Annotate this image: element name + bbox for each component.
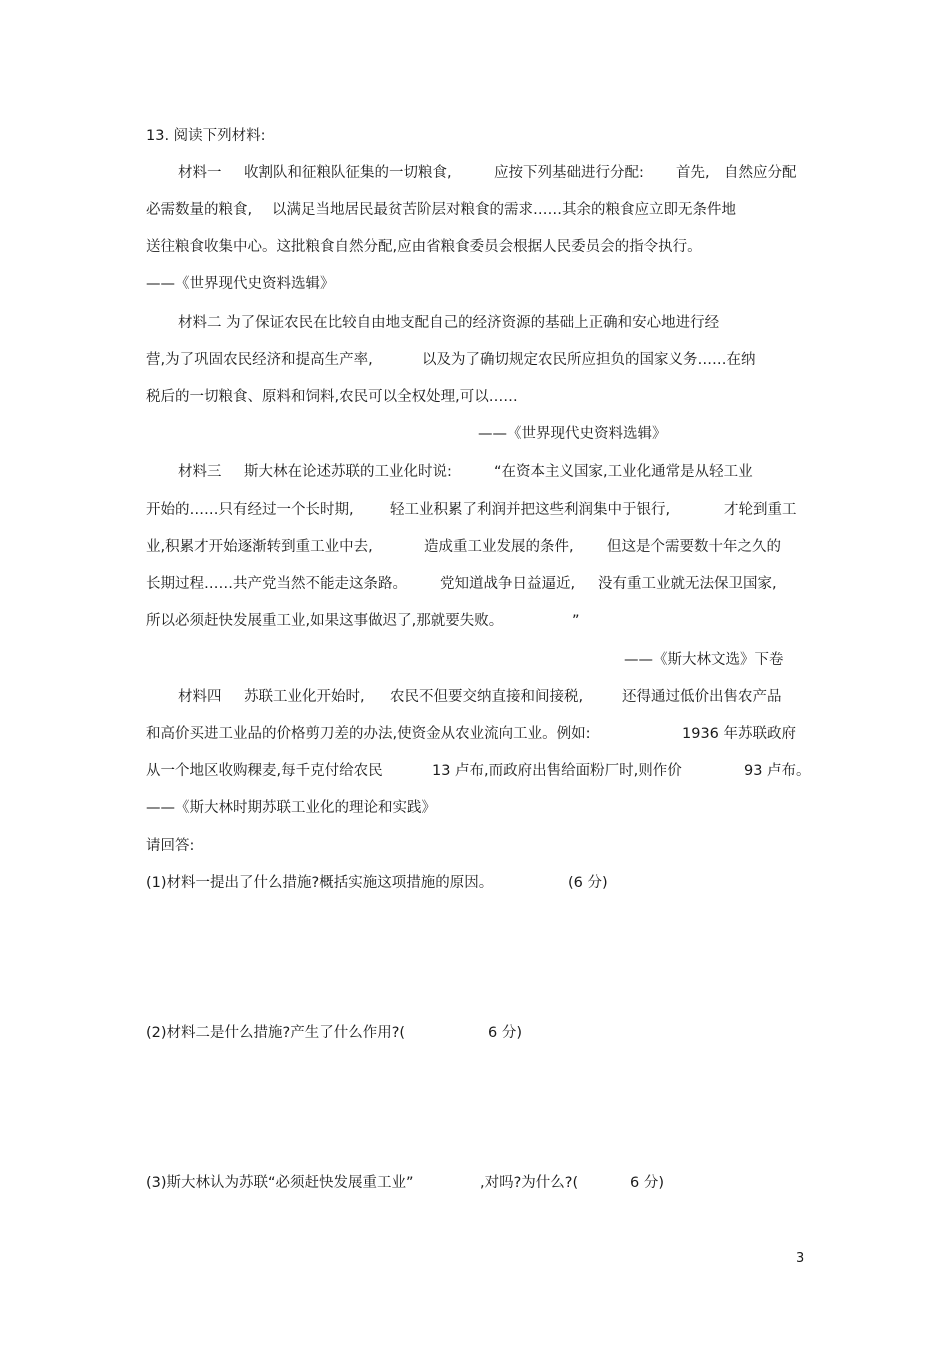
material-three-text: 轻工业积累了利润并把这些利润集中于银行,	[390, 502, 671, 518]
sub-question-3-score: 6 分)	[630, 1175, 664, 1191]
material-three-text: 没有重工业就无法保卫国家,	[598, 576, 777, 592]
material-three-text: 开始的……只有经过一个长时期,	[146, 502, 354, 518]
material-three-text: 造成重工业发展的条件,	[424, 539, 574, 555]
material-three-text: ”	[572, 613, 580, 629]
answer-prompt: 请回答:	[146, 838, 195, 854]
material-four-text: 13 卢布,而政府出售给面粉厂时,则作价	[432, 763, 682, 779]
sub-question-1-text: (1)材料一提出了什么措施?概括实施这项措施的原因。	[146, 875, 494, 891]
material-three-source: ——《斯大林文选》下卷	[624, 652, 784, 668]
material-two-text: 以及为了确切规定农民所应担负的国家义务……在纳	[422, 352, 756, 368]
material-one-source: ——《世界现代史资料选辑》	[146, 276, 335, 292]
material-three-text: 业,积累才开始逐渐转到重工业中去,	[146, 539, 373, 555]
material-four-text: 农民不但要交纳直接和间接税,	[390, 689, 584, 705]
material-four-text: 93 卢布。	[744, 763, 811, 779]
material-four-text: 苏联工业化开始时,	[244, 689, 365, 705]
material-one-text: 必需数量的粮食,	[146, 202, 253, 218]
material-three-text: 所以必须赶快发展重工业,如果这事做迟了,那就要失败。	[146, 613, 504, 629]
material-one-text: 收割队和征粮队征集的一切粮食,	[244, 165, 452, 181]
sub-question-1-score: (6 分)	[568, 875, 608, 891]
material-three-text: 长期过程……共产党当然不能走这条路。	[146, 576, 407, 592]
material-two-text: 材料二 为了保证农民在比较自由地支配自己的经济资源的基础上正确和安心地进行经	[178, 315, 720, 331]
material-three-text: “在资本主义国家,工业化通常是从轻工业	[494, 464, 753, 480]
material-four-text: 1936 年苏联政府	[682, 726, 797, 742]
material-three-label: 材料三	[178, 464, 222, 480]
sub-question-3-text: (3)斯大林认为苏联“必须赶快发展重工业”	[146, 1175, 414, 1191]
question-heading: 13. 阅读下列材料:	[146, 128, 266, 144]
material-one-text: 自然应分配	[724, 165, 797, 181]
material-four-source: ——《斯大林时期苏联工业化的理论和实践》	[146, 800, 436, 816]
material-four-label: 材料四	[178, 689, 222, 705]
material-one-text: 以满足当地居民最贫苦阶层对粮食的需求……其余的粮食应立即无条件地	[272, 202, 736, 218]
material-three-text: 党知道战争日益逼近,	[440, 576, 576, 592]
material-two-text: 税后的一切粮食、原料和饲料,农民可以全权处理,可以……	[146, 389, 518, 405]
material-two-source: ——《世界现代史资料选辑》	[478, 426, 667, 442]
material-four-text: 和高价买进工业品的价格剪刀差的办法,使资金从农业流向工业。例如:	[146, 726, 591, 742]
material-two-text: 营,为了巩固农民经济和提高生产率,	[146, 352, 373, 368]
sub-question-2-text: (2)材料二是什么措施?产生了什么作用?(	[146, 1025, 406, 1041]
page-number: 3	[796, 1251, 805, 1266]
material-three-text: 才轮到重工	[724, 502, 797, 518]
material-one-text: 应按下列基础进行分配:	[494, 165, 644, 181]
material-three-text: 斯大林在论述苏联的工业化时说:	[244, 464, 452, 480]
material-one-text: 首先,	[676, 165, 710, 181]
material-one-text: 送往粮食收集中心。这批粮食自然分配,应由省粮食委员会根据人民委员会的指令执行。	[146, 239, 702, 255]
sub-question-2-score: 6 分)	[488, 1025, 522, 1041]
sub-question-3-text: ,对吗?为什么?(	[480, 1175, 579, 1191]
material-three-text: 但这是个需要数十年之久的	[607, 539, 781, 555]
material-one-label: 材料一	[178, 165, 222, 181]
material-four-text: 从一个地区收购稞麦,每千克付给农民	[146, 763, 383, 779]
material-four-text: 还得通过低价出售农产品	[622, 689, 782, 705]
